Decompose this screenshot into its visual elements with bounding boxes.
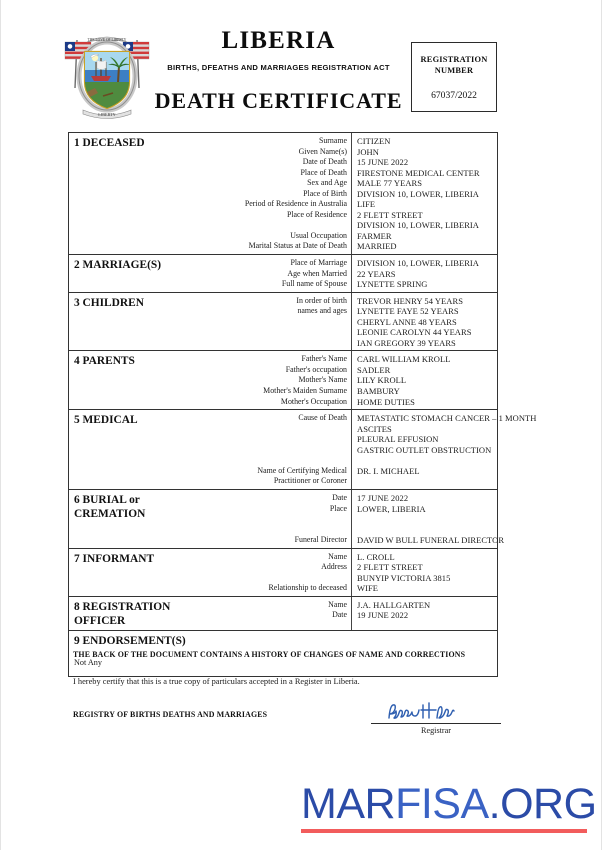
liberia-coat-of-arms-icon xyxy=(63,26,151,120)
registration-label-line2: NUMBER xyxy=(434,66,474,76)
watermark-text xyxy=(301,780,597,828)
endorsement-title: 9 ENDORSEMENT(S) xyxy=(74,635,186,648)
field-value xyxy=(357,514,504,525)
field-value-column xyxy=(352,410,536,489)
section-title: 7 INFORMANT xyxy=(74,552,155,565)
field-label-column xyxy=(197,255,352,292)
field-value: LYNETTE FAYE 52 YEARS xyxy=(357,306,459,317)
country-name: LIBERIA xyxy=(221,27,336,54)
registry-label: REGISTRY OF BIRTHS DEATHS AND MARRIAGES xyxy=(73,710,268,719)
field-value: WIFE xyxy=(357,583,378,594)
marfisa-watermark xyxy=(301,780,597,833)
field-value: HOME DUTIES xyxy=(357,396,415,407)
field-value: CHERYL ANNE 48 YEARS xyxy=(357,316,457,327)
field-value: 22 YEARS xyxy=(357,268,396,279)
field-label-column xyxy=(197,597,352,630)
svg-text:THE LOVE OF LIBERTY: THE LOVE OF LIBERTY xyxy=(87,38,127,42)
registrar-label: Registrar xyxy=(420,726,451,735)
field-label: Relationship to deceased xyxy=(268,583,347,593)
field-value: DAVID W BULL FUNERAL DIRECTOR xyxy=(357,535,505,546)
field-value-column xyxy=(352,255,497,292)
section-body xyxy=(197,293,497,351)
field-value-column xyxy=(352,133,497,254)
field-label-column xyxy=(197,293,352,351)
field-label: Full name of Spouse xyxy=(281,279,347,289)
endorsement-value: Not Any xyxy=(74,658,102,668)
field-label: Marital Status at Date of Death xyxy=(248,241,347,251)
field-value: LYNETTE SPRING xyxy=(357,279,428,290)
field-label xyxy=(197,220,347,231)
field-value: DIVISION 10, LOWER, LIBERIA xyxy=(357,220,479,231)
field-value: J.A. HALLGARTEN xyxy=(357,599,431,610)
table-row xyxy=(69,490,505,549)
registration-number-box xyxy=(411,42,497,112)
certificate-table xyxy=(68,132,537,677)
watermark-part-1: MAR xyxy=(301,780,396,828)
field-label: Mother's Occupation xyxy=(280,396,347,406)
table-row xyxy=(69,597,497,631)
field-value: DIVISION 10, LOWER, LIBERIA xyxy=(357,258,479,269)
section-title: 6 BURIAL or CREMATION xyxy=(74,493,146,521)
field-label: Practitioner or Coroner xyxy=(273,476,347,486)
field-label xyxy=(197,573,347,584)
field-label xyxy=(197,525,347,536)
field-label: Place xyxy=(329,503,347,513)
field-value-column xyxy=(352,293,497,351)
section-body xyxy=(197,351,497,409)
field-value: FARMER xyxy=(357,230,392,241)
field-label xyxy=(197,327,347,338)
field-value-column xyxy=(352,351,497,409)
field-label: names and ages xyxy=(297,306,347,316)
field-value: SADLER xyxy=(357,364,391,375)
registry-signature-row xyxy=(73,707,513,753)
field-value: LEONIE CAROLYN 44 YEARS xyxy=(357,327,472,338)
field-value: 2 FLETT STREET xyxy=(357,209,423,220)
field-label: Surname xyxy=(318,136,347,145)
section-title: 8 REGISTRATION OFFICER xyxy=(74,600,171,628)
watermark-part-3: .ORG xyxy=(488,780,597,828)
field-value: GASTRIC OUTLET OBSTRUCTION xyxy=(357,444,492,455)
field-label: Father's occupation xyxy=(285,364,347,374)
table-row xyxy=(69,549,497,597)
field-label: Age when Married xyxy=(287,268,347,278)
section-body xyxy=(197,597,497,630)
table-row xyxy=(69,133,497,255)
field-label: Mother's Name xyxy=(298,375,347,385)
table-row xyxy=(69,410,537,490)
field-label: Place of Death xyxy=(300,167,347,177)
field-value: DIVISION 10, LOWER, LIBERIA xyxy=(357,188,479,199)
field-label-column xyxy=(197,351,352,409)
field-label: In order of birth xyxy=(296,295,347,305)
table-row xyxy=(69,293,497,352)
field-label: Period of Residence in Australia xyxy=(244,199,347,209)
field-label: Father's Name xyxy=(301,354,347,364)
field-value-column xyxy=(352,490,504,548)
field-label: Date of Death xyxy=(302,157,347,167)
watermark-underline xyxy=(301,829,587,833)
field-value: TREVOR HENRY 54 YEARS xyxy=(357,295,463,306)
registrar-signature xyxy=(371,698,501,723)
field-value: BUNYIP VICTORIA 3815 xyxy=(357,572,451,583)
field-value: DR. I. MICHAEL xyxy=(357,465,420,476)
field-label xyxy=(197,317,347,328)
back-of-document-notice: THE BACK OF THE DOCUMENT CONTAINS A HISTORY OF CHANGES OF NAME AND CORRECTIONS xyxy=(73,650,466,659)
field-value: JOHN xyxy=(357,146,379,157)
field-value: 15 JUNE 2022 xyxy=(357,157,409,168)
field-label-column xyxy=(197,490,352,548)
field-value: 2 FLETT STREET xyxy=(357,562,423,573)
act-line: BIRTHS, DFEATHS AND MARRIAGES REGISTRATION ACT xyxy=(167,63,390,73)
field-label: Address xyxy=(321,562,347,572)
field-value: LOWER, LIBERIA xyxy=(357,503,426,514)
field-label: Sex and Age xyxy=(307,178,347,188)
certification-statement: I hereby certify that this is a true copy of particulars accepted in a Register in Liberia. xyxy=(73,677,360,686)
field-value: BAMBURY xyxy=(357,386,400,397)
field-label-column xyxy=(197,549,352,596)
field-label-column xyxy=(197,133,352,254)
field-value: IAN GREGORY 39 YEARS xyxy=(357,337,456,348)
section-body xyxy=(197,133,497,254)
field-value: L. CROLL xyxy=(357,551,395,562)
field-label: Place of Birth xyxy=(303,188,347,198)
field-value: MARRIED xyxy=(357,241,397,252)
field-label: Date xyxy=(332,610,347,620)
table-row xyxy=(69,255,497,293)
field-label xyxy=(197,445,347,456)
field-value: CARL WILLIAM KROLL xyxy=(357,354,451,365)
field-value: FIRESTONE MEDICAL CENTER xyxy=(357,167,480,178)
field-label: Name of Certifying Medical xyxy=(257,465,347,475)
field-value: 19 JUNE 2022 xyxy=(357,610,409,621)
section-title: 5 MEDICAL xyxy=(74,414,138,427)
field-value: 17 JUNE 2022 xyxy=(357,492,409,503)
field-value: CITIZEN xyxy=(357,136,391,146)
document-header xyxy=(1,0,602,128)
field-value-column xyxy=(352,549,497,596)
field-value: METASTATIC STOMACH CANCER – 1 MONTH xyxy=(357,413,537,424)
section-title: 2 MARRIAGE(S) xyxy=(74,259,162,272)
field-label: Name xyxy=(328,599,347,609)
field-value: LILY KROLL xyxy=(357,375,407,386)
field-value: ASCITES xyxy=(357,423,392,434)
field-label: Given Name(s) xyxy=(298,146,347,156)
registration-number-value: 67037/2022 xyxy=(431,89,477,101)
section-title: 3 CHILDREN xyxy=(74,296,144,309)
section-title: 1 DECEASED xyxy=(74,137,145,149)
field-label xyxy=(197,455,347,466)
field-value: MALE 77 YEARS xyxy=(357,178,423,189)
field-value xyxy=(357,525,504,536)
table-row xyxy=(69,351,497,410)
field-label: Name xyxy=(328,551,347,561)
field-label xyxy=(197,424,347,435)
field-label-column xyxy=(197,410,352,489)
signature-line xyxy=(371,723,501,724)
section-body xyxy=(197,490,504,548)
field-label: Usual Occupation xyxy=(290,230,347,240)
field-value: LIFE xyxy=(357,199,376,210)
field-label: Place of Marriage xyxy=(290,258,347,268)
svg-text:LIBERTY: LIBERTY xyxy=(98,112,116,117)
field-value xyxy=(357,455,536,466)
field-label: Mother's Maiden Surname xyxy=(263,386,347,396)
registration-label-line1: REGISTRATION xyxy=(420,55,488,64)
section-body xyxy=(197,255,497,292)
section-body xyxy=(197,410,536,489)
signature-area xyxy=(371,698,501,735)
field-label xyxy=(197,338,347,349)
title-block xyxy=(151,28,406,114)
field-value-column xyxy=(352,597,497,630)
document-footer xyxy=(73,650,513,753)
field-label: Place of Residence xyxy=(286,209,347,219)
section-title: 4 PARENTS xyxy=(74,355,135,368)
field-label xyxy=(197,514,347,525)
field-label: Funeral Director xyxy=(294,535,347,545)
section-body xyxy=(197,549,497,596)
document-title: DEATH CERTIFICATE xyxy=(154,88,403,114)
field-value: PLEURAL EFFUSION xyxy=(357,434,439,445)
watermark-part-2: FISA xyxy=(395,780,489,828)
field-label xyxy=(197,434,347,445)
field-value xyxy=(357,476,536,487)
field-label: Cause of Death xyxy=(298,413,347,423)
field-label: Date xyxy=(332,492,347,502)
